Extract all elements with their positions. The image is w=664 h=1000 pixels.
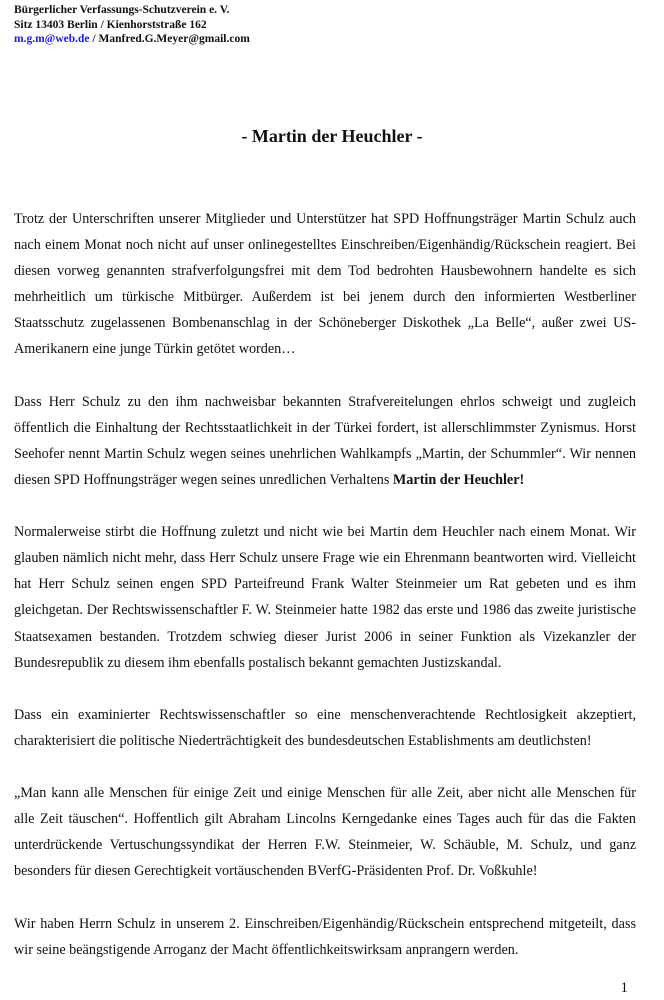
paragraph-4: Dass ein examinierter Rechtswissenschaftler so eine menschenverachtende Rechtlosigkeit akzeptiert, charakterisiert die politische Niederträchtigkeit des bundesdeutschen Establishments am deutlichsten! [14, 706, 636, 749]
email-separator: / [89, 33, 99, 45]
document-body [14, 206, 636, 989]
paragraph-2-bold: Martin der Heuchler! [392, 471, 525, 488]
paragraph-2 [14, 389, 636, 493]
contact-line [14, 32, 250, 47]
paragraph-5: „Man kann alle Menschen für einige Zeit und einige Menschen für alle Zeit, aber nicht alle Menschen für alle Zeit täuschen“. Hoffentlich gilt Abraham Lincolns Kerngedanke eines Tages auch für das die Fakten unterdrückende Vertuschungssyndikat der Herren F.W. Steinmeier, W. Schäuble, M. Schulz, und ganz besonders für diesen Gerechtigkeit vortäuschenden BVerfG-Präsidenten Prof. Dr. Voßkuhle! [14, 785, 636, 880]
letterhead [14, 3, 250, 47]
paragraph-1: Trotz der Unterschriften unserer Mitglieder und Unterstützer hat SPD Hoffnungsträger Martin Schulz auch nach einem Monat noch nicht auf unser onlinegestelltes Einschreiben/Eigenhändig/Rückschein reagiert. Bei diesen vorweg genannten strafverfolgungsfrei mit dem Tod bedrohten Hausbewohnern handelte es sich mehrheitlich um türkische Mitbürger. Außerdem ist bei jenem durch den informierten Westberliner Staatsschutz zugelassenen Bombenanschlag in der Schöneberger Diskothek „La Belle“, außer zwei US-Amerikanern eine junge Türkin getötet worden… [14, 211, 636, 358]
paragraph-2-text: Dass Herr Schulz zu den ihm nachweisbar bekannten Strafvereitelungen ehrlos schweigt und zugleich öffentlich die Einhaltung der Rechtsstaatlichkeit in der Türkei fordert, ist allerschlimmster Zynismus. Horst Seehofer nennt Martin Schulz wegen seines unehrlichen Wahlkampfs „Martin, der Schummler“. Wir nennen diesen SPD Hoffnungsträger wegen seines unredlichen Verhaltens [14, 393, 636, 488]
email-secondary: Manfred.G.Meyer@gmail.com [98, 33, 250, 45]
document-title: - Martin der Heuchler - [241, 126, 423, 146]
paragraph-6: Wir haben Herrn Schulz in unserem 2. Einschreiben/Eigenhändig/Rückschein entsprechend mitgeteilt, dass wir seine beängstigende Arroganz der Macht öffentlichkeitswirksam anprangern werden. [14, 915, 636, 958]
page-number: 1 [620, 980, 628, 996]
paragraph-3: Normalerweise stirbt die Hoffnung zuletzt und nicht wie bei Martin dem Heuchler nach einem Monat. Wir glauben nämlich nicht mehr, dass Herr Schulz unsere Frage wie ein Ehrenmann beantworten wird. Vielleicht hat Herr Schulz seinen engen SPD Parteifreund Frank Walter Steinmeier um Rat gebeten und es ihm gleichgetan. Der Rechtswissenschaftler F. W. Steinmeier hatte 1982 das erste und 1986 das zweite juristische Staatsexamen bestanden. Trotzdem schwieg dieser Jurist 2006 in seiner Funktion als Vizekanzler der Bundesrepublik zu diesem ihm ebenfalls postalisch bekannt gemachten Justizskandal. [14, 524, 636, 671]
email-link-primary[interactable]: m.g.m@web.de [14, 33, 90, 45]
org-address: Sitz 13403 Berlin / Kienhorststraße 162 [14, 18, 207, 31]
org-name: Bürgerlicher Verfassungs-Schutzverein e. V. [14, 4, 230, 16]
